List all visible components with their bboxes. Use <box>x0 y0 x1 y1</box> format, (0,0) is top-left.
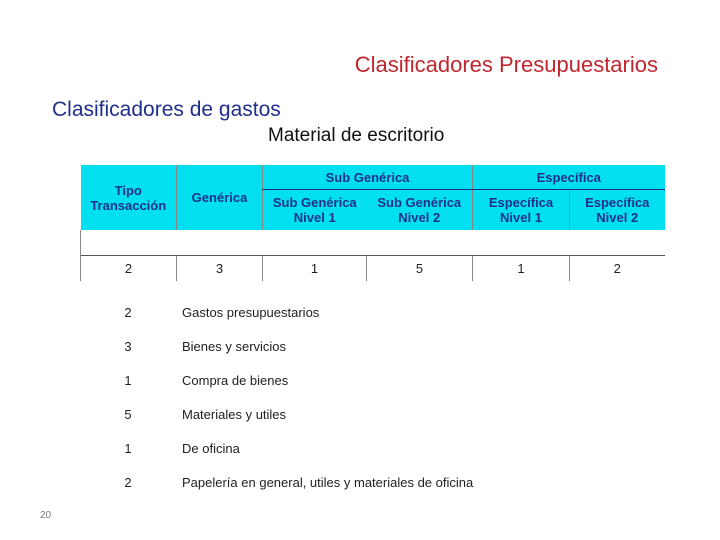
header-especifica-nivel-2: Específica Nivel 2 <box>570 190 665 231</box>
description-code: 3 <box>124 339 132 354</box>
description-label: De oficina <box>182 441 240 456</box>
page-number: 20 <box>40 510 52 521</box>
list-item <box>117 470 537 504</box>
value-sub-generica-nivel-2: 5 <box>367 256 473 282</box>
value-generica: 3 <box>177 256 263 282</box>
header-group-sub-generica: Sub Genérica <box>263 165 473 190</box>
list-item <box>117 402 537 436</box>
description-label: Materiales y utiles <box>182 407 287 422</box>
code-values-row <box>81 256 665 282</box>
description-label: Gastos presupuestarios <box>182 305 320 320</box>
slide-title: Clasificadores Presupuestarios <box>354 52 658 77</box>
header-sub-generica-nivel-2: Sub Genérica Nivel 2 <box>367 190 473 231</box>
list-item <box>117 436 537 470</box>
description-code: 1 <box>124 373 132 388</box>
header-sub-generica-nivel-1: Sub Genérica Nivel 1 <box>263 190 367 231</box>
header-generica: Genérica <box>177 165 263 230</box>
header-especifica-nivel-1: Específica Nivel 1 <box>473 190 570 231</box>
description-code: 1 <box>124 441 132 456</box>
section-title: Clasificadores de gastos <box>52 98 281 121</box>
classifier-code-table <box>80 165 665 281</box>
description-label: Compra de bienes <box>182 373 289 388</box>
header-tipo-transaccion: Tipo Transacción <box>81 165 177 230</box>
value-especifica-nivel-2: 2 <box>570 256 665 282</box>
header-group-especifica: Específica <box>473 165 665 190</box>
description-code: 2 <box>124 305 132 320</box>
list-item <box>117 334 537 368</box>
code-description-list <box>117 300 537 504</box>
list-item <box>117 368 537 402</box>
subtitle: Material de escritorio <box>268 125 445 146</box>
description-code: 2 <box>124 475 132 490</box>
value-sub-generica-nivel-1: 1 <box>263 256 367 282</box>
description-label: Bienes y servicios <box>182 339 287 354</box>
description-code: 5 <box>124 407 132 422</box>
list-item <box>117 300 537 334</box>
value-especifica-nivel-1: 1 <box>473 256 570 282</box>
description-label: Papelería en general, utiles y materiales de oficina <box>182 475 474 490</box>
value-tipo-transaccion: 2 <box>81 256 177 282</box>
